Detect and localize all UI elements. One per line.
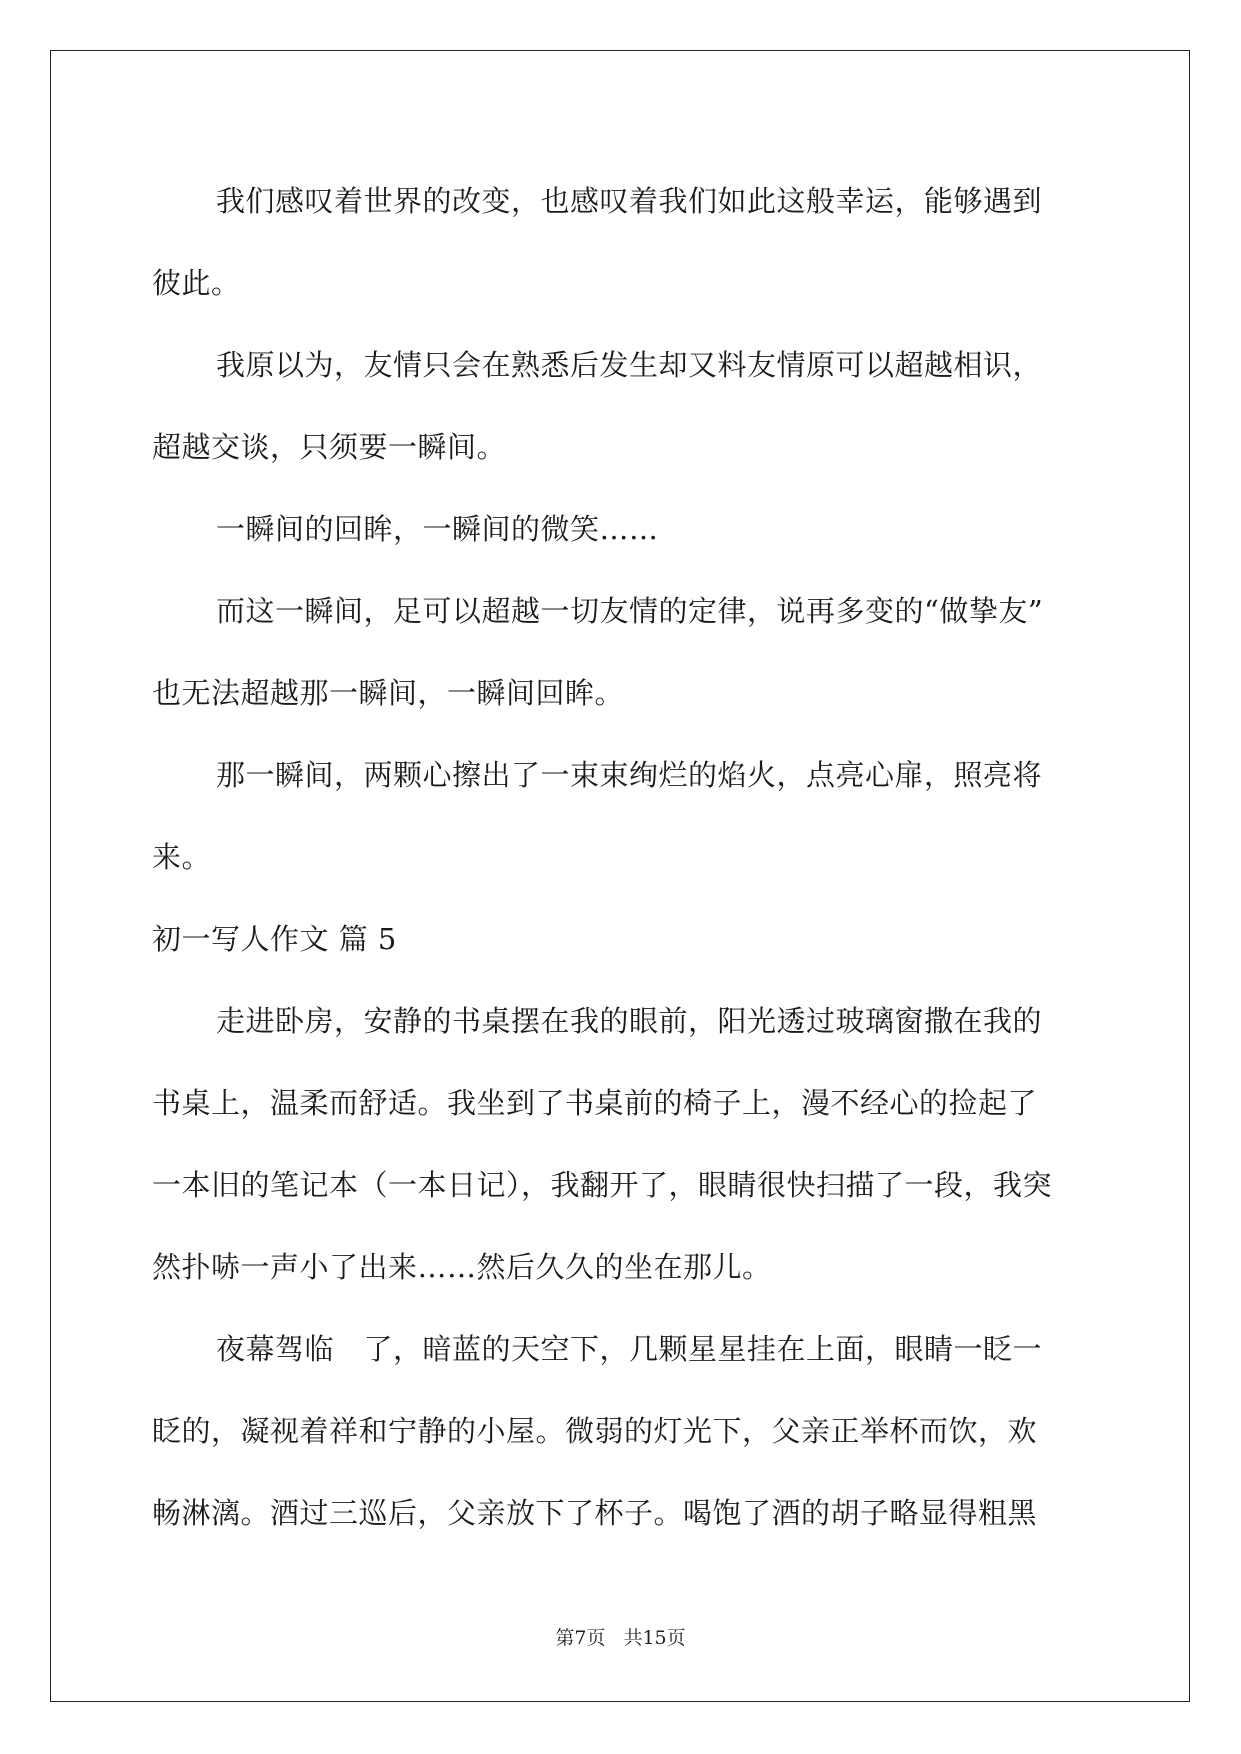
- page-footer: [0, 1623, 1241, 1650]
- paragraph-line: 超越交谈，只须要一瞬间。: [152, 430, 507, 464]
- paragraph-line: 眨的，凝视着祥和宁静的小屋。微弱的灯光下，父亲正举杯而饮，欢: [152, 1414, 1038, 1448]
- page-number: 第7页: [555, 1627, 606, 1649]
- document-body: [152, 160, 1092, 1554]
- paragraph-line: 一本旧的笔记本（一本日记），我翻开了，眼睛很快扫描了一段，我突: [152, 1168, 1053, 1202]
- paragraph-line: 然扑哧一声小了出来……然后久久的坐在那儿。: [152, 1250, 772, 1284]
- paragraph-line: 彼此。: [152, 266, 241, 300]
- paragraph-line: 来。: [152, 840, 212, 874]
- paragraph-line: 而这一瞬间，足可以超越一切友情的定律，说再多变的“做挚友”: [216, 594, 1044, 628]
- paragraph-line: 我们感叹着世界的改变，也感叹着我们如此这般幸运，能够遇到: [216, 184, 1043, 218]
- paragraph-line: 我原以为，友情只会在熟悉后发生却又料友情原可以超越相识，: [216, 348, 1043, 382]
- page-total: 共15页: [623, 1627, 686, 1649]
- paragraph-line: 一瞬间的回眸，一瞬间的微笑……: [216, 512, 659, 546]
- paragraph-line: 书桌上，温柔而舒适。我坐到了书桌前的椅子上，漫不经心的捡起了: [152, 1086, 1038, 1120]
- paragraph-line: 那一瞬间，两颗心擦出了一束束绚烂的焰火，点亮心扉，照亮将: [216, 758, 1043, 792]
- paragraph-line: 夜幕驾临 了，暗蓝的天空下，几颗星星挂在上面，眼睛一眨一: [216, 1332, 1043, 1366]
- paragraph-line: 畅淋漓。酒过三巡后，父亲放下了杯子。喝饱了酒的胡子略显得粗黑: [152, 1496, 1038, 1530]
- section-heading: 初一写人作文 篇 5: [152, 922, 397, 956]
- paragraph-line: 也无法超越那一瞬间，一瞬间回眸。: [152, 676, 625, 710]
- paragraph-line: 走进卧房，安静的书桌摆在我的眼前，阳光透过玻璃窗撒在我的: [216, 1004, 1043, 1038]
